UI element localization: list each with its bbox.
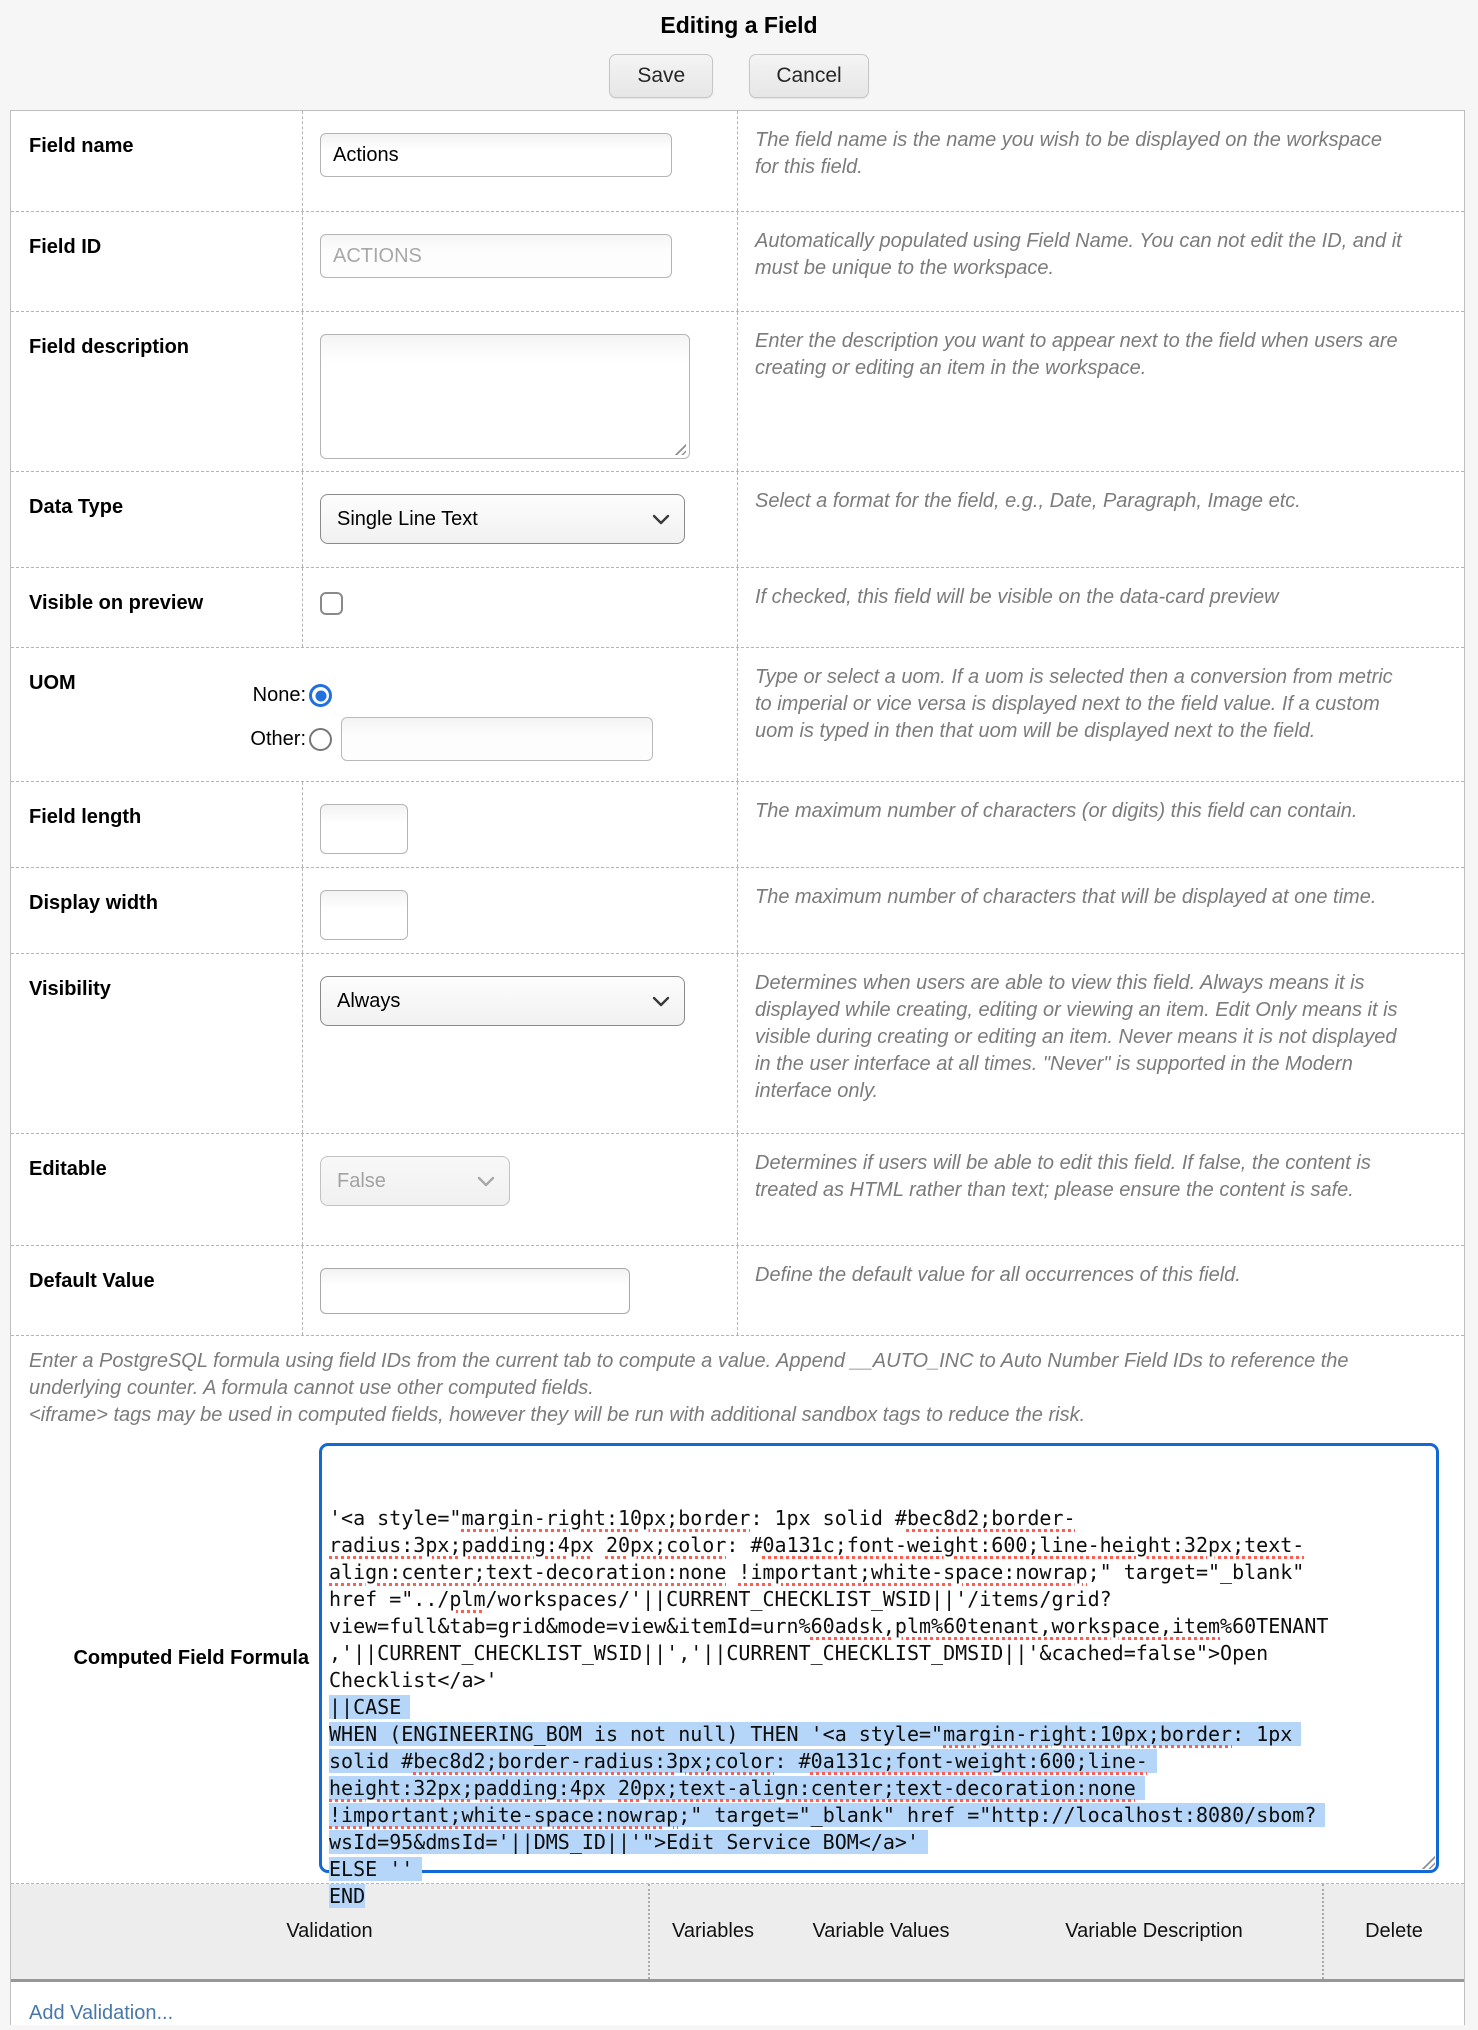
editable-label: Editable [29,1158,107,1180]
formula-text: ,'||CURRENT_CHECKLIST_WSID||','||CURRENT_CHECKLIST_DMSID||'&cached=false">Open [329,1641,1269,1665]
formula-text: view=full&tab=grid&mode=view&itemId=urn% [329,1614,811,1638]
editable-select-value: False [337,1169,386,1192]
formula-text: /workspaces/'||CURRENT_CHECKLIST_WSID||'/items/grid? [485,1587,1112,1611]
formula-help-paragraph-1: Enter a PostgreSQL formula using field IDs from the current tab to compute a value. Append __AUTO_INC to Auto Number Field IDs to reference the underlying counter. A formula cannot use other computed fields. [29,1350,1349,1399]
validation-header-validation: Validation [286,1920,373,1942]
misspelled-token: 60adsk,plm%60tenant,workspace,item [810,1614,1221,1638]
field-id-label: Field ID [29,236,102,258]
default-value-input[interactable] [320,1268,630,1314]
data-type-select[interactable] [320,494,685,544]
misspelled-token: 20px;color [605,1533,727,1557]
formula-text: wsId=95&dmsId='||DMS_ID||'">Edit Service BOM</a>' [329,1830,920,1854]
misspelled-token: align:center;text-decoration:none [329,1560,727,1584]
chevron-down-icon [477,1176,495,1187]
selected-text [329,1695,401,1719]
formula-line [329,1640,1429,1667]
formula-text [726,1560,738,1584]
formula-text: ;" target="_blank" href ="http://localhost:8080/sbom? [678,1803,1317,1827]
field-editor-form [10,110,1465,2025]
formula-text: WHEN (ENGINEERING_BOM is not null) THEN '<a style=" [329,1722,944,1746]
field-length-input[interactable] [320,804,408,854]
default-value-label: Default Value [29,1270,155,1292]
save-button[interactable]: Save [609,54,713,98]
visibility-select[interactable] [320,976,685,1026]
data-type-description: Select a format for the field, e.g., Date, Paragraph, Image etc. [737,472,1464,567]
misspelled-token: bec8d2;border- [906,1506,1076,1530]
uom-description: Type or select a uom. If a uom is selected then a conversion from metric to imperial or vice versa is displayed next to the field value. If a custom uom is typed in then that uom will be displayed next to the field. [737,648,1464,781]
misspelled-token: radius:3px;padding:4px [329,1533,594,1557]
misspelled-token: 0a131c;font-weight:600;line- [810,1749,1148,1773]
formula-help-text [29,1348,1443,1429]
form-row-default-value [11,1245,1464,1335]
form-rows [11,111,1464,1335]
field-name-label: Field name [29,135,134,157]
editable-description: Determines if users will be able to edit this field. If false, the content is treated as HTML rather than text; please ensure the content is safe. [737,1134,1464,1245]
selected-text [329,1749,1148,1773]
field-id-description: Automatically populated using Field Name. You can not edit the ID, and it must be unique to the workspace. [737,212,1464,311]
formula-text: solid # [329,1749,414,1773]
misspelled-token: margin-right:10px;border [461,1506,751,1530]
field-length-description: The maximum number of characters (or digits) this field can contain. [737,782,1464,867]
visible-on-preview-label: Visible on preview [29,592,204,614]
formula-text [606,1776,618,1800]
chevron-down-icon [652,996,670,1007]
field-name-input[interactable]: Actions [320,133,672,177]
display-width-label: Display width [29,892,158,914]
formula-line [329,1505,1429,1532]
formula-line [329,1694,1429,1721]
formula-text: href ="../ [329,1587,450,1611]
formula-text: ELSE '' [329,1857,414,1881]
computed-field-formula-label: Computed Field Formula [73,1646,309,1669]
misspelled-token: 0a131c;font-weight:600;line-height:32px;text- [762,1533,1305,1557]
uom-label: UOM [29,672,76,694]
visible-on-preview-checkbox[interactable] [320,592,343,615]
field-description-label: Field description [29,336,190,358]
action-buttons [0,54,1478,98]
uom-radio-other[interactable] [309,728,332,751]
misspelled-token: plm [449,1587,486,1611]
selected-text [329,1857,413,1881]
form-row-visible-on-preview [11,567,1464,647]
data-type-control-cell [302,472,737,567]
field-description-textarea[interactable] [320,334,690,459]
formula-text: ;" target="_blank" [1087,1560,1305,1584]
formula-line [329,1775,1429,1802]
uom-other-input[interactable] [341,717,653,761]
visible-on-preview-control-cell [302,568,737,647]
formula-text: END [329,1884,366,1908]
default-value-description: Define the default value for all occurrences of this field. [737,1246,1464,1335]
cancel-button[interactable]: Cancel [749,54,868,98]
formula-text: '<a style=" [329,1506,462,1530]
selected-text [329,1803,1316,1827]
editable-select[interactable] [320,1156,510,1206]
formula-line [329,1586,1429,1613]
display-width-input[interactable] [320,890,408,940]
formula-line [329,1883,1429,1910]
uom-option-other [163,717,737,761]
field-length-control-cell [302,782,737,867]
validation-header-variable-values: Variable Values [812,1920,950,1942]
formula-line [329,1856,1429,1883]
data-type-select-value: Single Line Text [337,507,478,530]
formula-line [329,1748,1429,1775]
misspelled-token: !important;white-space:nowrap [329,1803,679,1827]
misspelled-token: 20px;text-align:center;text-decoration:none [618,1776,1136,1800]
field-description-control-cell [302,312,737,471]
visibility-control-cell [302,954,737,1133]
chevron-down-icon [652,514,670,525]
selected-text [329,1884,365,1908]
visibility-select-value: Always [337,989,401,1012]
formula-row [11,1443,1464,1908]
misspelled-token: height:32px;padding:4px [329,1776,606,1800]
form-row-display-width [11,867,1464,953]
formula-text: : # [774,1749,811,1773]
formula-line [329,1559,1429,1586]
editable-control-cell [302,1134,737,1245]
uom-options [11,648,737,773]
formula-text [594,1533,606,1557]
form-row-field-length [11,781,1464,867]
formula-text: Checklist</a>' [329,1668,498,1692]
display-width-description: The maximum number of characters that will be displayed at one time. [737,868,1464,953]
field-name-description: The field name is the name you wish to be displayed on the workspace for this field. [737,111,1464,211]
form-row-editable [11,1133,1464,1245]
formula-text: : 1px solid # [750,1506,907,1530]
form-row-data-type [11,471,1464,567]
formula-help-paragraph-2: <iframe> tags may be used in computed fields, however they will be run with additional sandbox tags to reduce the risk. [29,1404,1086,1426]
form-row-visibility [11,953,1464,1133]
selected-text [329,1722,1292,1746]
uom-option-label: Other: [250,727,306,750]
display-width-control-cell [302,868,737,953]
validation-header-variable-description: Variable Description [1065,1920,1243,1942]
uom-option-none [163,684,737,707]
uom-option-label: None: [252,684,306,706]
field-description-description: Enter the description you want to appear next to the field when users are creating or editing an item in the workspace. [737,312,1464,471]
formula-line [329,1721,1429,1748]
formula-text: : 1px [1232,1722,1293,1746]
field-id-control-cell [302,212,737,311]
formula-text: %60TENANT [1220,1614,1329,1638]
formula-line [329,1532,1429,1559]
formula-line [329,1667,1429,1694]
form-row-uom [11,647,1464,781]
formula-section [11,1335,1464,1908]
add-validation-link[interactable]: Add Validation... [29,2002,174,2024]
misspelled-token: bec8d2;border-radius:3px;color [413,1749,775,1773]
uom-radio-none[interactable] [309,684,332,707]
visible-on-preview-description: If checked, this field will be visible on the data-card preview [737,568,1464,647]
validation-header-delete: Delete [1322,1884,1464,1979]
data-type-label: Data Type [29,496,124,518]
selected-text [329,1776,1136,1800]
field-id-input[interactable]: ACTIONS [320,234,672,278]
field-length-label: Field length [29,806,142,828]
formula-text: : # [726,1533,763,1557]
form-row-field-name [11,111,1464,211]
misspelled-token: margin-right:10px;border [943,1722,1233,1746]
formula-line [329,1829,1429,1856]
formula-line [329,1613,1429,1640]
page-title: Editing a Field [660,12,818,38]
default-value-control-cell [302,1246,737,1335]
formula-text: ||CASE [329,1695,402,1719]
visibility-label: Visibility [29,978,111,1000]
field-name-control-cell [302,111,737,211]
form-row-field-id [11,211,1464,311]
uom-control-cell [11,648,737,781]
resize-grip-icon[interactable] [672,441,686,455]
validation-header-variables: Variables [648,1884,776,1979]
visibility-description: Determines when users are able to view this field. Always means it is displayed while creating, editing or viewing an item. Edit Only means it is visible during creating or editing an item. Never means it is not displayed in the user interface at all times. "Never" is supported in the Modern interface only. [737,954,1464,1133]
computed-field-formula-textarea[interactable] [319,1443,1439,1908]
selected-text [329,1830,919,1854]
misspelled-token: !important;white-space:nowrap [738,1560,1088,1584]
form-row-field-description [11,311,1464,471]
formula-line [329,1802,1429,1829]
